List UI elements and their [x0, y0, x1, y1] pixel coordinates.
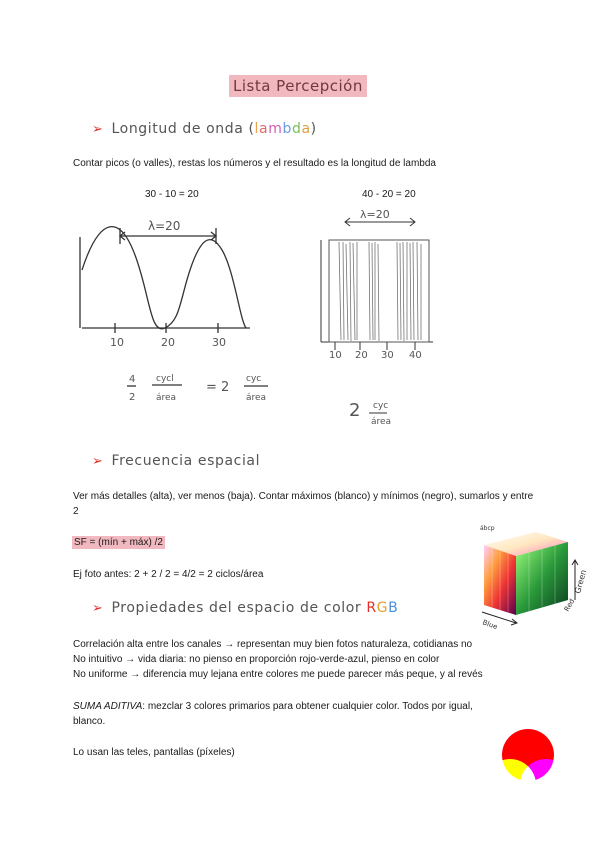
equation-left: 30 - 10 = 20	[145, 189, 199, 200]
wavelength-intro: Contar picos (o valles), restas los números y el resultado es la longitud de lambda	[73, 158, 436, 169]
heading-text: Frecuencia espacial	[111, 453, 261, 469]
fraction-result: 2	[349, 400, 361, 421]
property-line: No uniforme → diferencia muy lejana entre colores me puede parecer más peque, y al revés	[73, 669, 483, 680]
tick-label: 30	[381, 350, 394, 361]
tick-label: 10	[110, 336, 124, 349]
usage-line: Lo usan las teles, pantallas (píxeles)	[73, 747, 235, 758]
sf-example: Ej foto antes: 2 + 2 / 2 = 4/2 = 2 ciclos/área	[73, 569, 264, 580]
fraction-result-num: cyc	[373, 401, 389, 411]
section-heading-wavelength: ➢ Longitud de onda (lambda)	[92, 121, 317, 137]
arrow-bullet-icon: ➢	[92, 122, 104, 137]
rgb-properties-list	[73, 637, 543, 682]
cube-blue-label: Blue	[481, 618, 499, 632]
heading-text: Longitud de onda (	[111, 121, 255, 137]
grating-sketch	[315, 200, 455, 430]
arrow-bullet-icon: ➢	[92, 454, 104, 469]
page-title: Lista Percepción	[229, 75, 367, 97]
lambda-word: lambda	[254, 121, 311, 137]
fraction-den: 2	[129, 392, 136, 403]
fraction-unit-den: área	[156, 393, 177, 403]
cube-top-label: ábcp	[480, 525, 495, 532]
additive-color-circles-image	[478, 725, 578, 820]
sine-wave-sketch	[70, 210, 270, 410]
section-heading-spatial-frequency	[92, 453, 260, 469]
additive-label: SUMA ADITIVA	[73, 701, 143, 712]
lambda-label-left: λ=20	[148, 219, 181, 233]
spatial-frequency-paragraph: Ver más detalles (alta), ver menos (baja). Contar máximos (blanco) y mínimos (negro), sumarlos y entre 2	[73, 491, 534, 517]
tick-label: 30	[212, 336, 226, 349]
arrow-bullet-icon: ➢	[92, 601, 104, 616]
fraction-result-num: cyc	[246, 374, 262, 384]
heading-text: Propiedades del espacio de color	[111, 600, 367, 616]
tick-label: 20	[355, 350, 368, 361]
section-heading-rgb	[92, 600, 398, 616]
property-line: Correlación alta entre los canales → representan muy bien fotos naturaleza, cotidianas no	[73, 639, 473, 650]
additive-paragraph	[73, 699, 473, 729]
fraction-unit-num: cycl	[156, 374, 174, 384]
sf-formula: SF = (mín + máx) /2	[74, 537, 163, 548]
tick-label: 40	[409, 350, 422, 361]
fraction-result: = 2	[206, 380, 230, 395]
fraction-num: 4	[129, 374, 136, 385]
rgb-word: RGB	[366, 600, 399, 616]
fraction-result-den: área	[371, 417, 392, 427]
additive-text: : mezclar 3 colores primarios para obtener cualquier color. Todos por igual, blanco.	[73, 701, 473, 727]
fraction-result-den: área	[246, 393, 267, 403]
tick-label: 20	[161, 336, 175, 349]
equation-right: 40 - 20 = 20	[362, 189, 416, 200]
cube-red-label: Red	[562, 597, 577, 613]
cube-green-label: Green	[573, 568, 589, 595]
lambda-label-right: λ=20	[360, 208, 390, 221]
property-line: No intuitivo → vida diaria: no pienso en proporción rojo-verde-azul, pienso en color	[73, 654, 440, 665]
rgb-cube-image	[476, 520, 591, 635]
tick-label: 10	[329, 350, 342, 361]
